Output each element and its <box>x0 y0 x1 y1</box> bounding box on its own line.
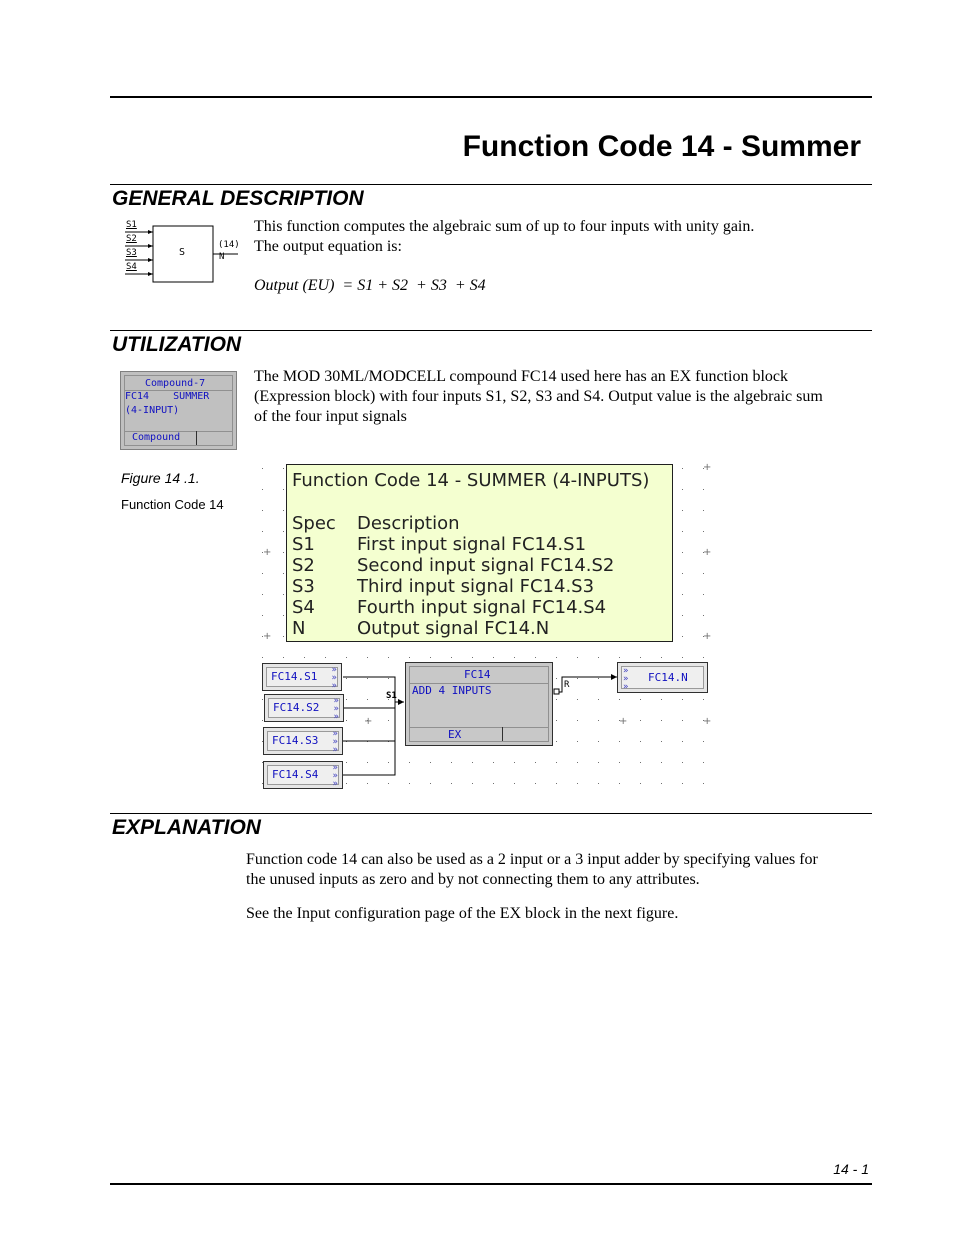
compound-icon-footer: Compound <box>132 432 181 443</box>
pin-label-in: S1 <box>386 691 397 701</box>
input-tag-fc14-s4[interactable]: FC14.S4 » » » <box>263 761 343 789</box>
section-rule-explanation <box>110 813 872 814</box>
ex-function-block[interactable] <box>405 662 553 746</box>
grid-plus-marker: + <box>703 547 712 558</box>
symbol-input-s2: S2 <box>126 234 137 244</box>
output-equation: Output (EU) = S1 + S2 + S3 + S4 <box>254 277 486 294</box>
compound-icon-line2: (4-INPUT) <box>125 405 180 416</box>
input-tag-fc14-s1[interactable]: FC14.S1 » » » <box>262 663 342 691</box>
row-description: First input signal FC14.S1 <box>357 534 587 555</box>
chevron-right-icon: » » » <box>331 665 337 691</box>
grid-plus-marker: + <box>703 462 712 473</box>
grid-plus-marker: + <box>263 547 272 558</box>
input-tag-fc14-s3[interactable]: FC14.S3 » » » <box>263 727 343 755</box>
symbol-input-s4: S4 <box>126 262 137 272</box>
row-spec: S3 <box>292 576 315 597</box>
symbol-code-label: (14) <box>218 240 240 250</box>
row-description: Output signal FC14.N <box>357 618 550 639</box>
grid-plus-marker: + <box>619 716 628 727</box>
symbol-input-s3: S3 <box>126 248 137 258</box>
box-title: Function Code 14 - SUMMER (4-INPUTS) <box>292 470 650 491</box>
row-spec: S2 <box>292 555 315 576</box>
utilization-line-1: The MOD 30ML/MODCELL compound FC14 used here has an EX function block <box>254 368 788 385</box>
utilization-line-3: of the four input signals <box>254 408 407 425</box>
bottom-rule <box>110 1183 872 1185</box>
grid-plus-marker: + <box>263 631 272 642</box>
figure-subcaption: Function Code 14 <box>121 497 224 512</box>
chevron-right-icon: » » » <box>332 763 338 789</box>
row-description: Fourth input signal FC14.S4 <box>357 597 607 618</box>
symbol-center-label: S <box>179 247 186 258</box>
chevron-right-icon: » » » <box>623 666 629 692</box>
grid-plus-marker: + <box>703 631 712 642</box>
chevron-right-icon: » » » <box>333 696 339 722</box>
block-type: EX <box>448 728 462 741</box>
table-header-description: Description <box>357 513 460 534</box>
general-line-2: The output equation is: <box>254 238 402 255</box>
row-spec: S4 <box>292 597 315 618</box>
pin-label-out: R <box>564 680 570 690</box>
table-header-spec: Spec <box>292 513 336 534</box>
row-description: Third input signal FC14.S3 <box>357 576 595 597</box>
explanation-line-3: See the Input configuration page of the EX block in the next figure. <box>246 905 679 922</box>
symbol-output-label: N <box>219 252 225 262</box>
input-tag-fc14-s2[interactable]: FC14.S2 » » » <box>264 694 344 722</box>
explanation-line-1: Function code 14 can also be used as a 2 input or a 3 input adder by specifying values for <box>246 851 818 868</box>
chevron-right-icon: » » » <box>332 729 338 755</box>
row-description: Second input signal FC14.S2 <box>357 555 615 576</box>
utilization-line-2: (Expression block) with four inputs S1, S2, S3 and S4. Output value is the algebraic sum <box>254 388 823 405</box>
grid-plus-marker: + <box>703 716 712 727</box>
figure-caption: Figure 14 .1. <box>121 470 200 486</box>
block-description: ADD 4 INPUTS <box>412 684 492 697</box>
block-title: FC14 <box>464 668 491 681</box>
compound-icon-line1: FC14 SUMMER <box>125 391 210 402</box>
explanation-line-2: the unused inputs as zero and by not connecting them to any attributes. <box>246 871 700 888</box>
page-title: Function Code 14 - Summer <box>462 130 861 163</box>
symbol-input-s1: S1 <box>126 220 137 230</box>
page-number: 14 - 1 <box>833 1161 869 1177</box>
output-tag-fc14-n[interactable]: » » » FC14.N <box>617 662 708 693</box>
heading-general-description: GENERAL DESCRIPTION <box>112 187 364 210</box>
heading-utilization: UTILIZATION <box>112 333 242 356</box>
row-spec: N <box>292 618 306 639</box>
grid-plus-marker: + <box>364 716 373 727</box>
compound-icon-title: Compound-7 <box>145 378 206 389</box>
heading-explanation: EXPLANATION <box>112 816 261 839</box>
row-spec: S1 <box>292 534 315 555</box>
general-line-1: This function computes the algebraic sum of up to four inputs with unity gain. <box>254 218 755 235</box>
